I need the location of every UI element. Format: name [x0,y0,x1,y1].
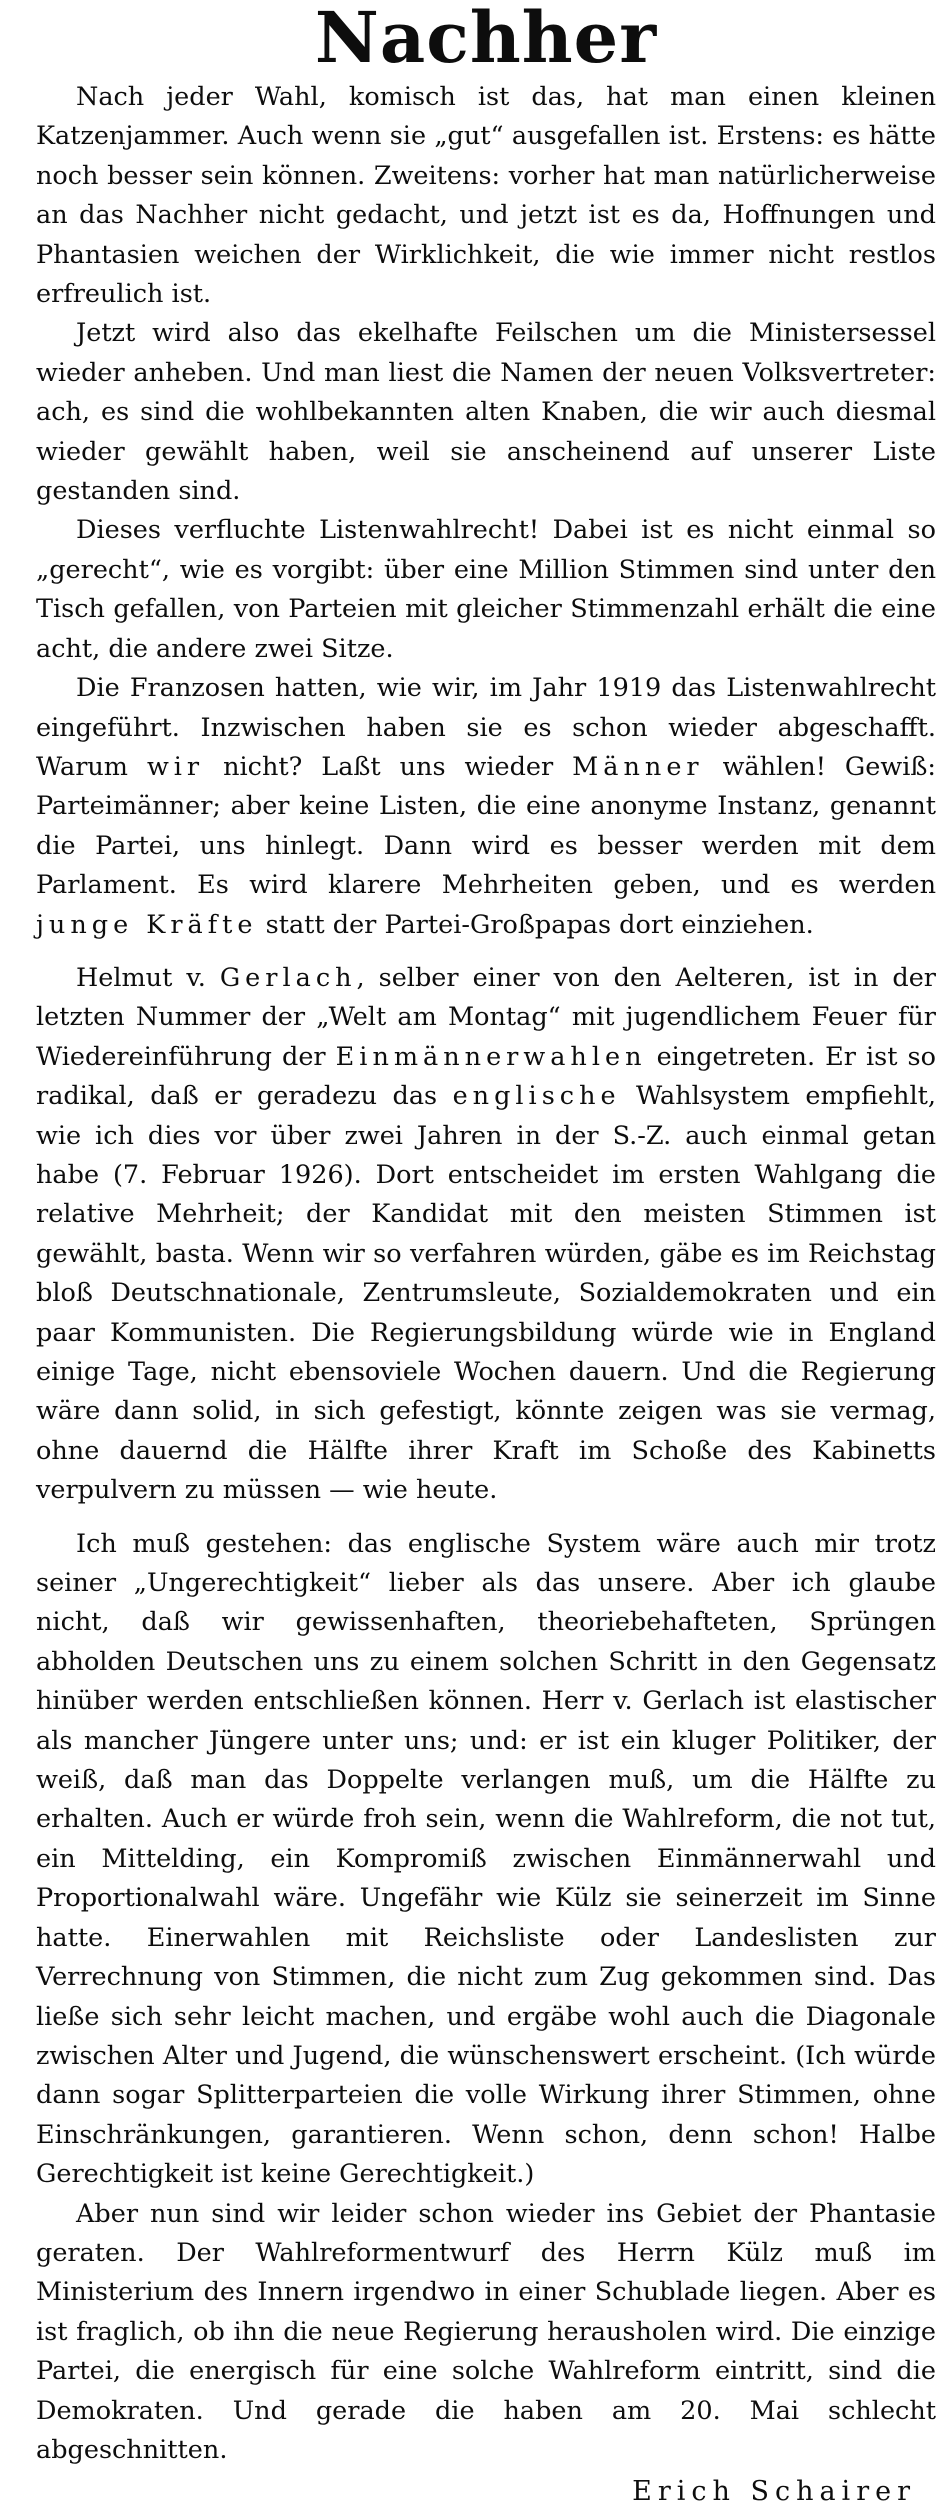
paragraph-3: Dieses verfluchte Listenwahlrecht! Dabei ist es nicht einmal so „gerecht“, wie es vorgibt: über eine Million Stimmen sind unter den Tisch gefallen, von Parteien mit gleicher Stimmenzahl erhält die eine acht, die andere zwei Sitze. [36,515,936,664]
paragraph-7: Aber nun sind wir leider schon wieder ins Gebiet der Phantasie geraten. Der Wahlreformentwurf des Herrn Külz muß im Ministerium des Innern irgendwo in einer Schublade liegen. Aber es ist fraglich, ob ihn die neue Regierung herausholen wird. Die einzige Partei, die energisch für eine solche Wahlreform eintritt, sind die Demokraten. Und gerade die haben am 20. Mai schlecht abgeschnitten. [36,2198,936,2465]
paragraph-4 [36,669,936,945]
paragraph-4-text-c: wählen! Gewiß: Parteimänner; aber keine Listen, die eine anonyme Instanz, genannt die Partei, uns hinlegt. Dann wird es besser werden mit dem Parlament. Es wird klarere Mehrheiten geben, und es werden [36,751,936,901]
paragraph-5-text-d: Wahlsystem empfiehlt, wie ich dies vor über zwei Jahren in der S.-Z. auch einmal getan habe (7. Februar 1926). Dort entscheidet im ersten Wahlgang die relative Mehrheit; der Kandidat mit den meisten Stimmen ist gewählt, basta. Wenn wir so verfahren würden, gäbe es im Reichstag bloß Deutschnationale, Zentrumsleute, Sozialdemokraten und ein paar Kommunisten. Die Regierungsbildung würde wie in England einige Tage, nicht ebensoviele Wochen dauern. Und die Regierung wäre dann solid, in sich gefestigt, könnte zeigen was sie vermag, ohne dauernd die Hälfte ihrer Kraft im Schoße des Kabinetts verpulvern zu müssen — wie heute. [36,1081,936,1506]
paragraph-5-text-c: eingetreten. Er ist so radikal, daß er geradezu das [36,1041,936,1112]
paragraph-5-text-b: , selber einer von den Aelteren, ist in der letzten Nummer der „Welt am Montag“ mit jugendlichem Feuer für Wiedereinführung der [36,962,936,1072]
paragraph-4-emphasis-junge-kraefte: junge Kräfte [36,909,258,940]
paragraph-5-text-a: Helmut v. [76,962,220,993]
paragraph-4-emphasis-wir: wir [146,751,205,782]
paragraph-4-emphasis-maenner: Männer [572,751,704,782]
paragraph-5 [36,959,936,1511]
paragraph-4-text-a: Die Franzosen hatten, wie wir, im Jahr 1919 das Listenwahlrecht eingeführt. Inzwischen haben sie es schon wieder abgeschafft. Warum [36,673,936,782]
paragraph-4-text-d: statt der Partei-Großpapas dort einziehen. [257,909,814,940]
paragraph-5-emphasis-einmaennerwahlen: Einmännerwahlen [335,1041,647,1072]
paragraph-4-text-b: nicht? Laßt uns wieder [204,751,573,782]
paragraph-6: Ich muß gestehen: das englische System wäre auch mir trotz seiner „Ungerechtigkeit“ lieber als das unsere. Aber ich glaube nicht, daß wir gewissenhaften, theoriebehafteten, Sprüngen abholden Deutschen uns zu einem solchen Schritt in den Gegensatz hinüber werden entschließen können. Herr v. Gerlach ist elastischer als mancher Jüngere unter uns; und: er ist ein kluger Politiker, der weiß, daß man das Doppelte verlangen muß, um die Hälfte zu erhalten. Auch er würde froh sein, wenn die Wahlreform, die not tut, ein Mittelding, ein Kompromiß zwischen Einmännerwahl und Proportionalwahl wäre. Ungefähr wie Külz sie seinerzeit im Sinne hatte. Einerwahlen mit Reichsliste oder Landeslisten zur Verrechnung von Stimmen, die nicht zum Zug gekommen sind. Das ließe sich sehr leicht machen, und ergäbe wohl auch die Diagonale zwischen Alter und Jugend, die wünschenswert erscheint. (Ich würde dann sogar Splitterparteien die volle Wirkung ihrer Stimmen, ohne Einschränkungen, garantieren. Wenn schon, denn schon! Halbe Gerechtigkeit ist keine Gerechtigkeit.) [36,1528,936,2190]
paragraph-5-emphasis-gerlach: Gerlach [219,962,357,993]
paragraph-1: Nach jeder Wahl, komisch ist das, hat man einen kleinen Katzenjammer. Auch wenn sie „gut“ ausgefallen ist. Erstens: es hätte noch besser sein können. Zweitens: vorher hat man natürlicherweise an das Nachher nicht gedacht, und jetzt ist es da, Hoffnungen und Phantasien weichen der Wirklichkeit, die wie immer nicht restlos erfreulich ist. [36,82,936,310]
paragraph-5-emphasis-englische: englische [452,1081,621,1112]
paragraph-2: Jetzt wird also das ekelhafte Feilschen um die Ministersessel wieder anheben. Und man liest die Namen der neuen Volksvertreter: ach, es sind die wohlbekannten alten Knaben, die wir auch diesmal wieder gewählt haben, weil sie anscheinend auf unserer Liste gestanden sind. [36,318,936,507]
article-body [36,78,936,2512]
author-signature: Erich Schairer [632,2476,916,2508]
article-title: Nachher [314,0,658,79]
